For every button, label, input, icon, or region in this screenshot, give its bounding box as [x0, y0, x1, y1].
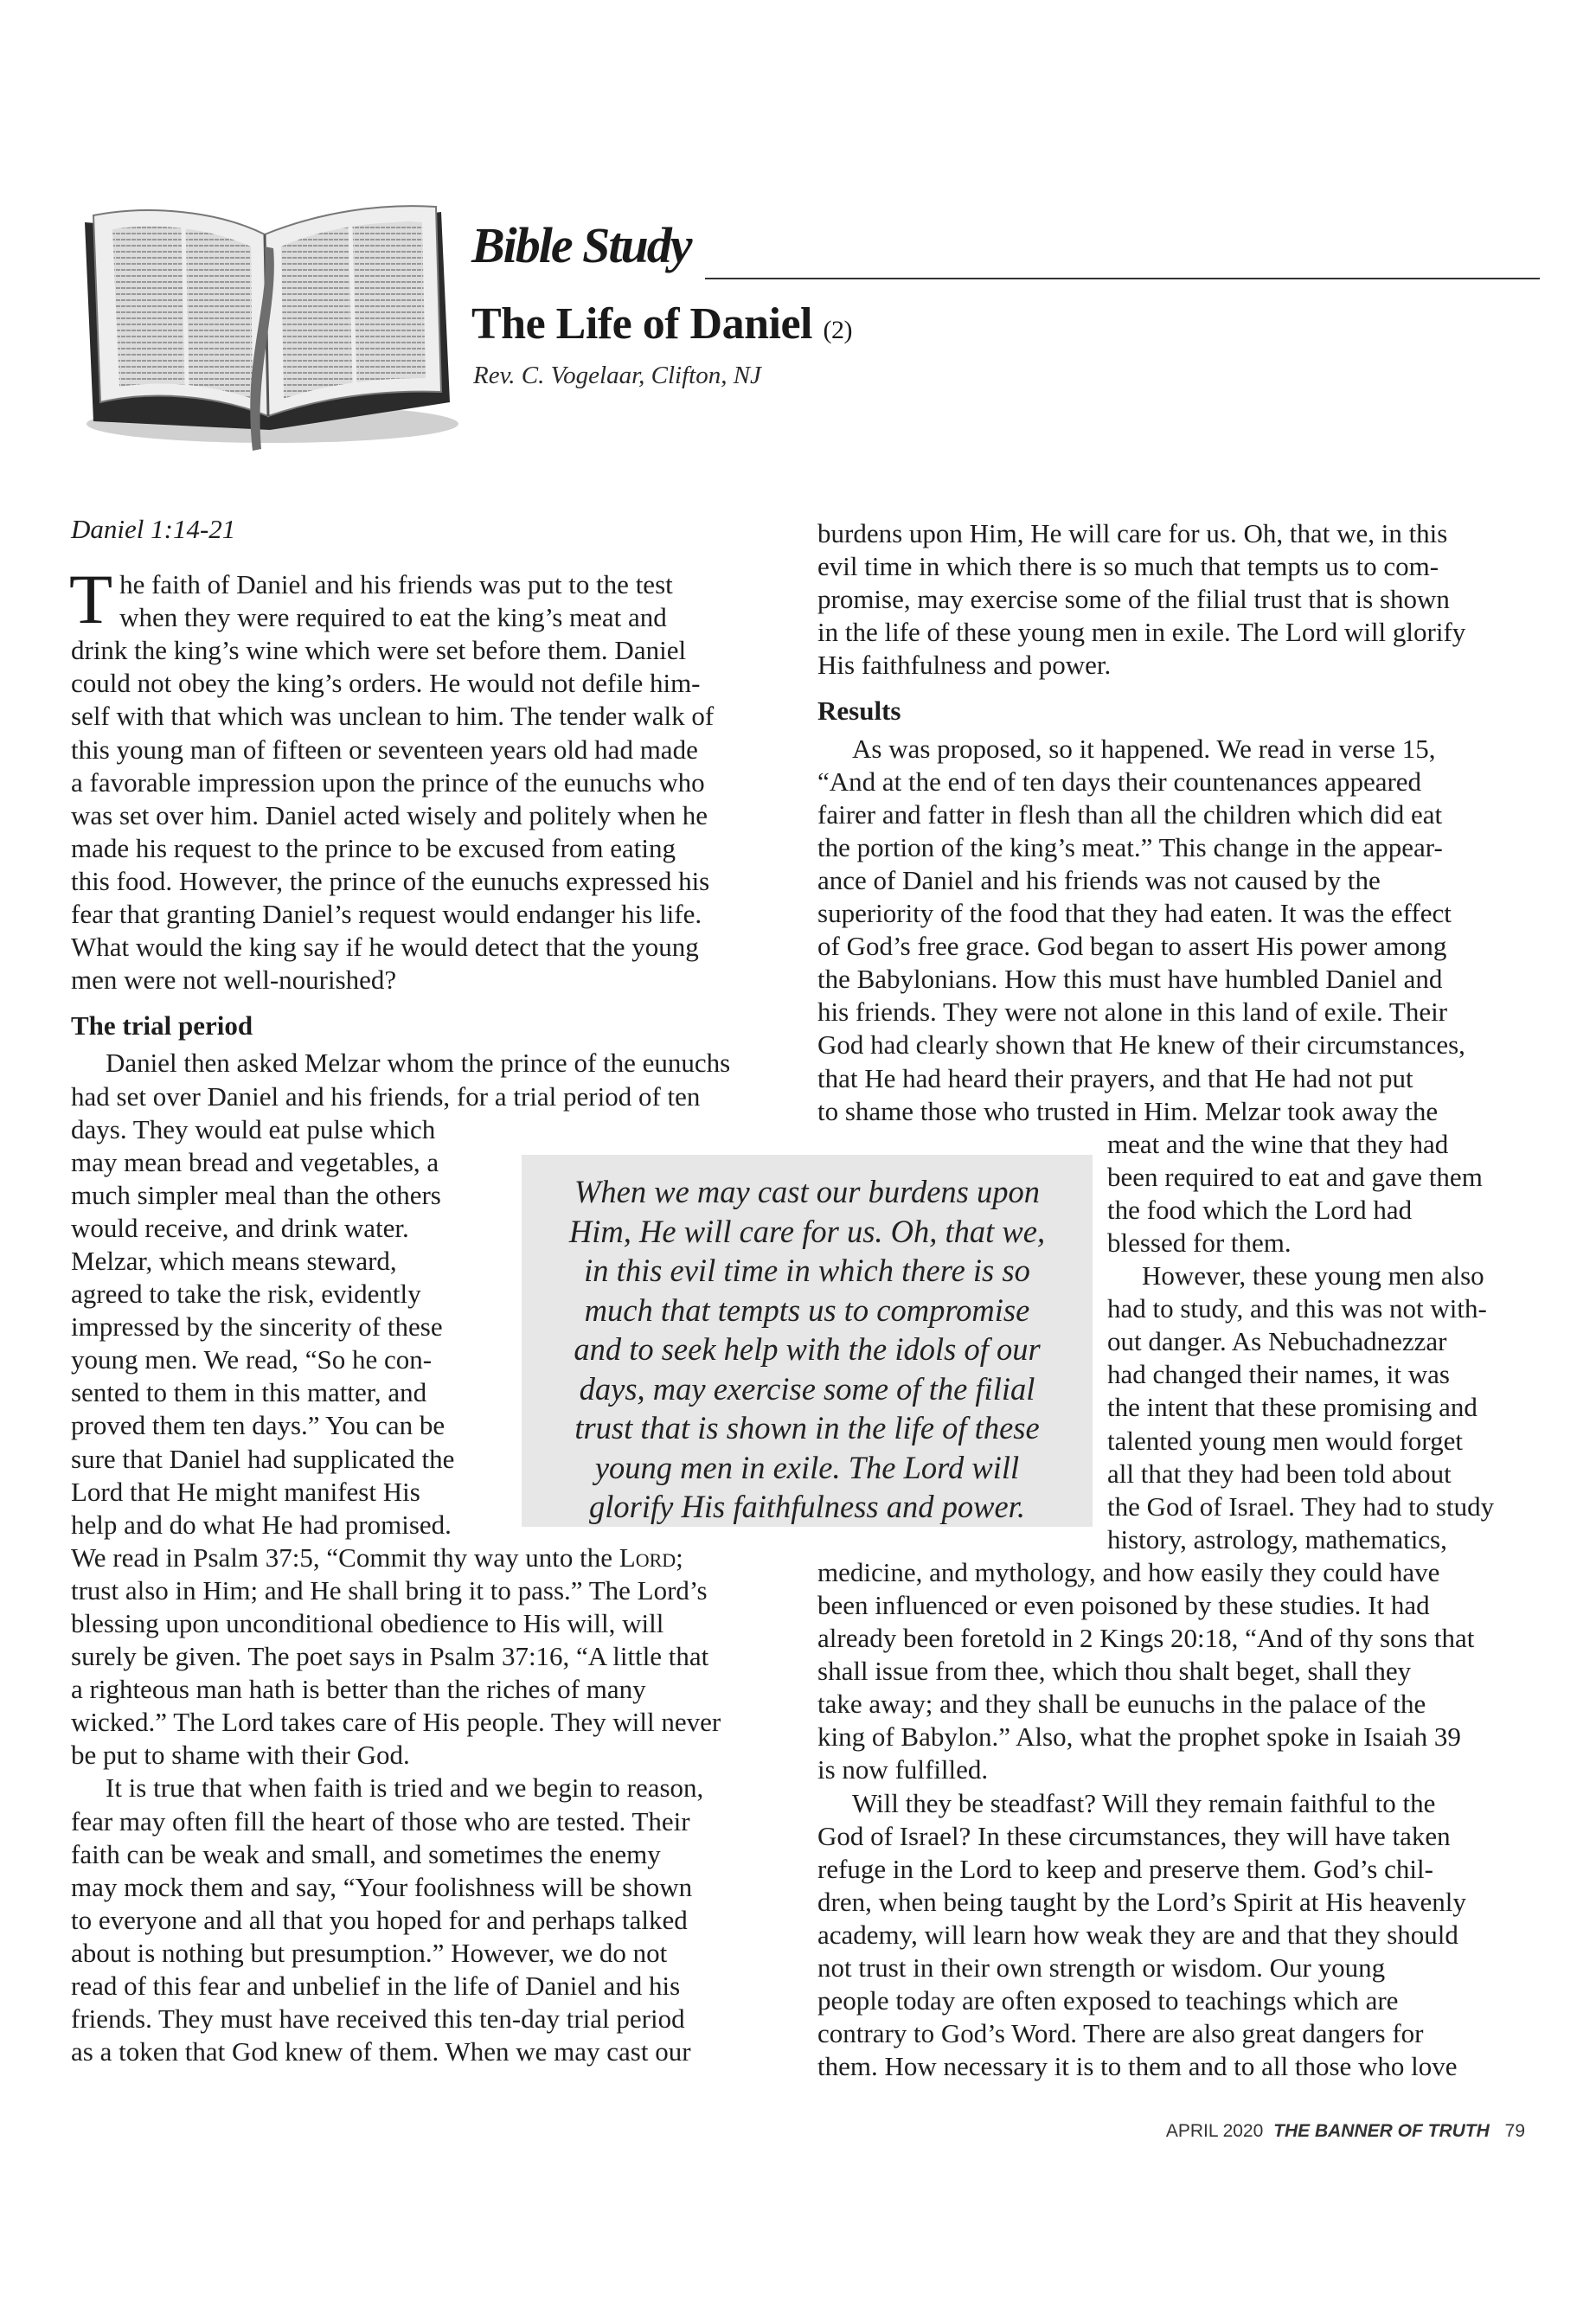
text-run: ; — [676, 1541, 683, 1573]
text-line: to shame those who trusted in Him. Melzar took away the — [817, 1095, 1439, 1126]
results-paragraph — [817, 733, 1544, 1128]
text-line: been required to eat and gave them — [1107, 1161, 1483, 1192]
text-line: Will they be steadfast? Will they remain faithful to the — [852, 1787, 1436, 1818]
text-line: had set over Daniel and his friends, for a trial period of ten — [71, 1080, 701, 1112]
text-line — [71, 1541, 789, 1574]
text-line: much simpler meal than the others — [71, 1179, 441, 1210]
text-line: faith can be weak and small, and sometimes the enemy — [71, 1838, 661, 1869]
text-line: dren, when being taught by the Lord’s Spirit at His heavenly — [817, 1886, 1466, 1917]
text-line: sure that Daniel had supplicated the — [71, 1443, 455, 1474]
scripture-reference: Daniel 1:14-21 — [71, 514, 236, 544]
text-line: would receive, and drink water. — [71, 1212, 409, 1243]
text-line: As was proposed, so it happened. We read in verse 15, — [852, 733, 1436, 764]
text-line: people today are often exposed to teachings which are — [817, 1985, 1399, 2016]
byline: Rev. C. Vogelaar, Clifton, NJ — [473, 362, 761, 389]
text-line: he faith of Daniel and his friends was put to the test — [119, 569, 673, 600]
text-line: to everyone and all that you hoped for and perhaps talked — [71, 1904, 688, 1935]
text-line: the food which the Lord had — [1107, 1194, 1413, 1225]
text-line: had changed their names, it was — [1107, 1359, 1450, 1390]
text-line: wicked.” The Lord takes care of His people. They will never — [71, 1707, 721, 1738]
text-line: his friends. They were not alone in this land of exile. Their — [817, 997, 1448, 1028]
publication-name: THE BANNER OF TRUTH — [1273, 2121, 1490, 2141]
text-line: a favorable impression upon the prince of the eunuchs who — [71, 766, 705, 798]
page-number: 79 — [1504, 2121, 1525, 2141]
text-line: not trust in their own strength or wisdom. Our young — [817, 1952, 1386, 1984]
faith-paragraph — [71, 1772, 789, 2068]
text-line: His faithfulness and power. — [817, 650, 1112, 681]
text-line: days. They would eat pulse which — [71, 1113, 436, 1144]
pull-quote-line: young men in exile. The Lord will — [594, 1449, 1020, 1485]
text-line: academy, will learn how weak they are and that they should — [817, 1919, 1458, 1950]
text-line: was set over him. Daniel acted wisely and politely when he — [71, 799, 708, 830]
text-line: could not obey the king’s orders. He would not defile him- — [71, 668, 701, 699]
text-line: surely be given. The poet says in Psalm 37:16, “A little that — [71, 1641, 709, 1672]
section-title: Bible Study — [471, 217, 691, 273]
text-line: this young man of fifteen or seventeen years old had made — [71, 734, 698, 765]
text-line: had to study, and this was not with- — [1107, 1293, 1487, 1324]
text-line: been influenced or even poisoned by these studies. It had — [817, 1590, 1430, 1620]
however-paragraph-continued — [817, 1556, 1544, 1787]
text-line: in the life of these young men in exile. The Lord will glorify — [817, 617, 1466, 648]
text-line: burdens upon Him, He will care for us. Oh, that we, in this — [817, 518, 1448, 548]
drop-cap: T — [69, 560, 113, 639]
text-line: Lord that He might manifest His — [71, 1476, 420, 1507]
text-line: God had clearly shown that He knew of their circumstances, — [817, 1029, 1465, 1061]
pull-quote — [522, 1155, 1093, 1527]
open-bible-illustration — [69, 195, 458, 454]
text-line: as a token that God knew of them. When we may cast our — [71, 2036, 691, 2067]
text-line: Melzar, which means steward, — [71, 1245, 397, 1276]
pull-quote-line: much that tempts us to compromise — [584, 1292, 1030, 1328]
pull-quote-line: and to seek help with the idols of our — [574, 1331, 1041, 1367]
text-line: friends. They must have received this ten-day trial period — [71, 2003, 685, 2035]
text-line: take away; and they shall be eunuchs in the palace of the — [817, 1689, 1426, 1720]
text-line: superiority of the food that they had eaten. It was the effect — [817, 898, 1452, 929]
text-line: God of Israel? In these circumstances, they will have taken — [817, 1820, 1451, 1851]
text-line: agreed to take the risk, evidently — [71, 1279, 421, 1310]
pull-quote-line: Him, He will care for us. Oh, that we, — [568, 1213, 1046, 1249]
text-line: that He had heard their prayers, and that He had not put — [817, 1062, 1413, 1093]
text-line: the intent that these promising and — [1107, 1392, 1477, 1423]
text-line: medicine, and mythology, and how easily they could have — [817, 1556, 1440, 1587]
text-line: It is true that when faith is tried and we begin to reason, — [106, 1772, 704, 1804]
small-caps-lord: Lord — [619, 1541, 676, 1573]
psalm-paragraph — [71, 1541, 789, 1772]
pull-quote-line: in this evil time in which there is so — [584, 1253, 1030, 1288]
page-footer — [1166, 2121, 1525, 2142]
text-line: young men. We read, “So he con- — [71, 1344, 433, 1375]
text-line: shall issue from thee, which thou shalt beget, shall they — [817, 1656, 1412, 1687]
text-line: made his request to the prince to be excused from eating — [71, 832, 676, 863]
text-line: may mean bread and vegetables, a — [71, 1146, 439, 1177]
text-line: fairer and fatter in flesh than all the children which did eat — [817, 798, 1443, 830]
text-line: What would the king say if he would detect that the young — [71, 932, 699, 963]
text-line: the portion of the king’s meat.” This change in the appear- — [817, 831, 1443, 862]
text-line: read of this fear and unbelief in the life of Daniel and his — [71, 1971, 681, 2002]
article-title-text: The Life of Daniel — [471, 299, 812, 349]
intro-paragraph — [69, 560, 789, 997]
text-line: a righteous man hath is better than the riches of many — [71, 1674, 646, 1705]
text-line: this food. However, the prince of the eunuchs expressed his — [71, 865, 710, 896]
text-line: is now fulfilled. — [817, 1754, 989, 1785]
text-line: may mock them and say, “Your foolishness will be shown — [71, 1871, 693, 1902]
text-line: evil time in which there is so much that tempts us to com- — [817, 551, 1439, 582]
text-line: them. How necessary it is to them and to all those who love — [817, 2051, 1458, 2082]
subheading-trial-period: The trial period — [71, 1010, 253, 1042]
continued-paragraph — [817, 517, 1544, 682]
pull-quote-line: glorify His faithfulness and power. — [589, 1489, 1025, 1524]
text-line: help and do what He had promised. — [71, 1509, 452, 1540]
text-line: fear that granting Daniel’s request would endanger his life. — [71, 899, 702, 930]
section-title-rule — [705, 278, 1540, 279]
article-part-number: (2) — [823, 316, 852, 344]
pull-quote-line: trust that is shown in the life of these — [574, 1410, 1040, 1445]
text-line: proved them ten days.” You can be — [71, 1410, 445, 1441]
text-line: history, astrology, mathematics, — [1107, 1523, 1447, 1554]
steadfast-paragraph — [817, 1787, 1544, 2084]
text-line: when they were required to eat the king’s meat and — [119, 602, 667, 633]
pull-quote-line: When we may cast our burdens upon — [574, 1174, 1040, 1209]
text-line: of God’s free grace. God began to assert His power among — [817, 931, 1447, 962]
text-line: already been foretold in 2 Kings 20:18, “And of thy sons that — [817, 1623, 1475, 1654]
subheading-results: Results — [817, 695, 901, 727]
text-line: talented young men would forget — [1107, 1425, 1463, 1456]
text-line: the Babylonians. How this must have humbled Daniel and — [817, 964, 1443, 995]
text-line: sented to them in this matter, and — [71, 1377, 427, 1408]
text-line: However, these young men also — [1142, 1260, 1484, 1292]
text-line: king of Babylon.” Also, what the prophet spoke in Isaiah 39 — [817, 1721, 1461, 1753]
text-line: self with that which was unclean to him. The tender walk of — [71, 701, 715, 732]
text-line: all that they had been told about — [1107, 1458, 1452, 1489]
text-run: We read in Psalm 37:5, “Commit thy way unto the — [71, 1541, 619, 1573]
text-line: “And at the end of ten days their countenances appeared — [817, 766, 1422, 797]
text-line: blessing upon unconditional obedience to His will, will — [71, 1608, 664, 1638]
text-line: drink the king’s wine which were set before them. Daniel — [71, 635, 687, 666]
text-line: contrary to God’s Word. There are also great dangers for — [817, 2018, 1424, 2049]
text-line: refuge in the Lord to keep and preserve them. God’s chil- — [817, 1853, 1433, 1884]
text-line: be put to shame with their God. — [71, 1740, 410, 1771]
issue-date: APRIL 2020 — [1165, 2121, 1264, 2141]
text-line: promise, may exercise some of the filial trust that is shown — [817, 584, 1450, 615]
text-line: impressed by the sincerity of these — [71, 1311, 443, 1343]
article-title — [471, 298, 852, 349]
text-line: meat and the wine that they had — [1107, 1128, 1449, 1159]
text-line: the God of Israel. They had to study — [1107, 1490, 1495, 1522]
text-line: ance of Daniel and his friends was not caused by the — [817, 864, 1381, 895]
text-line: men were not well-nourished? — [71, 965, 397, 996]
pull-quote-line: days, may exercise some of the filial — [579, 1370, 1035, 1407]
text-line: fear may often fill the heart of those who are tested. Their — [71, 1805, 690, 1836]
text-line: trust also in Him; and He shall bring it to pass.” The Lord’s — [71, 1574, 708, 1606]
text-line: out danger. As Nebuchadnezzar — [1107, 1326, 1447, 1357]
text-line: about is nothing but presumption.” However, we do not — [71, 1937, 668, 1968]
text-line: Daniel then asked Melzar whom the prince of the eunuchs — [106, 1048, 731, 1079]
text-line: blessed for them. — [1107, 1227, 1292, 1258]
